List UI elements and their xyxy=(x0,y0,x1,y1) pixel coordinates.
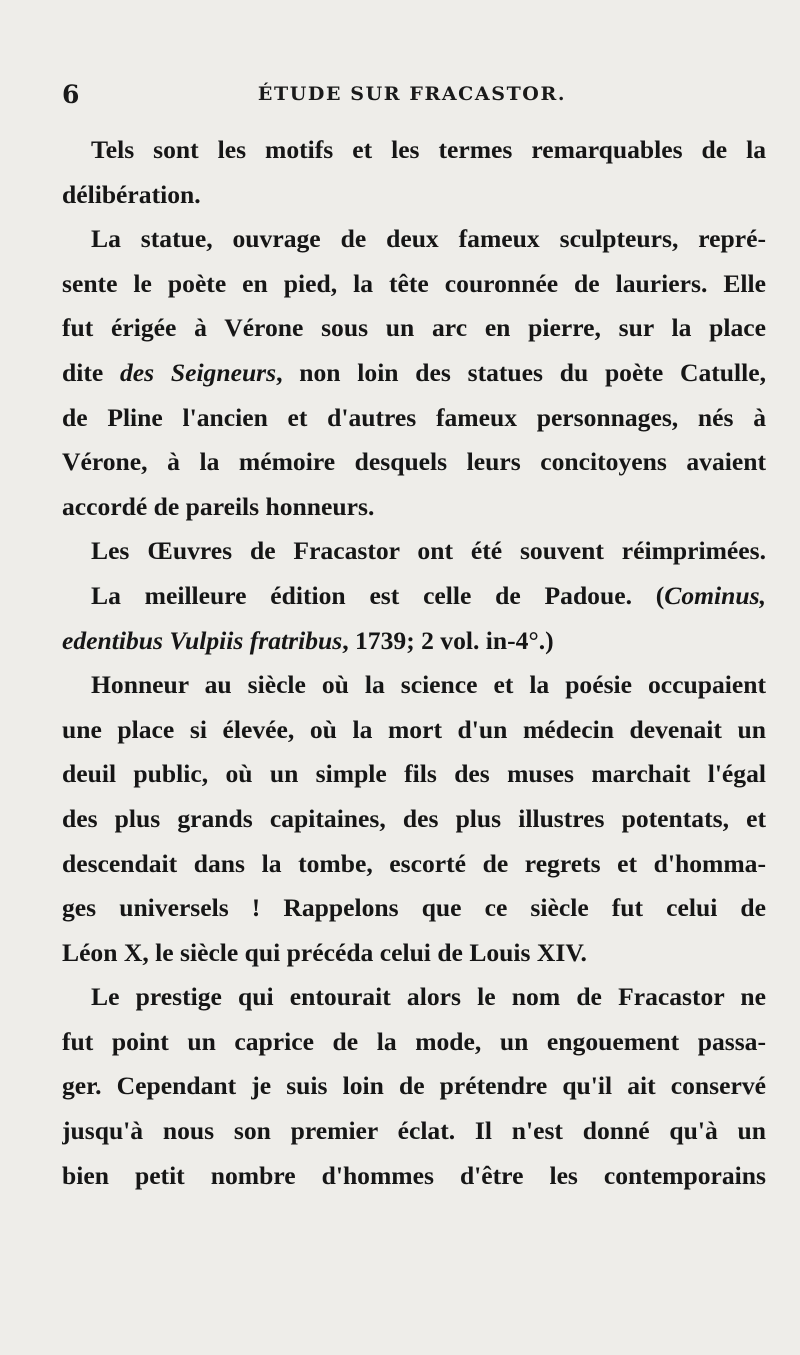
text-segment: Honneur au siècle où la science et la poésie occupaient xyxy=(91,670,766,700)
text-segment: ger. Cependant je suis loin de prétendre qu'il ait conservé xyxy=(62,1071,766,1101)
text-line xyxy=(62,396,766,441)
text-line xyxy=(62,173,766,218)
text-line xyxy=(62,886,766,931)
text-segment: Le prestige qui entourait alors le nom de Fracastor ne xyxy=(91,982,766,1012)
text-line xyxy=(62,440,766,485)
text-segment: Tels sont les motifs et les termes remarquables de la xyxy=(91,135,766,164)
text-line xyxy=(62,529,766,574)
text-line xyxy=(62,217,766,262)
text-line xyxy=(62,1154,766,1199)
text-line xyxy=(62,128,766,173)
text-line xyxy=(62,619,766,664)
text-line xyxy=(62,574,766,619)
text-segment: jusqu'à nous son premier éclat. Il n'est donné qu'à un xyxy=(62,1116,766,1146)
text-segment: deuil public, où un simple fils des muses marchait l'égal xyxy=(62,759,766,789)
text-line xyxy=(62,708,766,753)
text-segment: Les Œuvres de Fracastor ont été souvent réimprimées. xyxy=(91,536,766,566)
text-segment: des plus grands capitaines, des plus illustres potentats, et xyxy=(62,803,766,833)
text-segment: fut érigée à Vérone sous un arc en pierre, sur la place xyxy=(62,313,766,343)
text-segment: dite xyxy=(62,357,120,387)
text-segment: délibération. xyxy=(62,179,201,209)
text-segment: bien petit nombre d'hommes d'être les contemporains xyxy=(62,1160,766,1190)
body-text xyxy=(62,128,766,1198)
text-line xyxy=(62,1109,766,1154)
page-header xyxy=(62,80,762,116)
text-segment: descendait dans la tombe, escorté de regrets et d'homma- xyxy=(62,848,766,878)
italic-text: des Seigneurs xyxy=(119,357,277,387)
text-line xyxy=(62,931,766,976)
text-segment: , 1739; 2 vol. in-4°.) xyxy=(342,625,554,655)
text-line xyxy=(62,485,766,530)
text-line xyxy=(62,262,766,307)
text-line xyxy=(62,1064,766,1109)
text-line xyxy=(62,351,766,396)
text-line xyxy=(62,1020,766,1065)
text-line xyxy=(62,797,766,842)
text-segment: accordé de pareils honneurs. xyxy=(62,491,375,521)
text-segment: , non loin des statues du poète Catulle, xyxy=(276,357,766,387)
text-segment: une place si élevée, où la mort d'un médecin devenait un xyxy=(62,714,766,744)
text-segment: fut point un caprice de la mode, un engouement passa- xyxy=(62,1026,766,1056)
text-line xyxy=(62,663,766,708)
page-number: 6 xyxy=(62,80,80,109)
text-segment: ges universels ! Rappelons que ce siècle fut celui de xyxy=(62,893,766,923)
text-line xyxy=(62,306,766,351)
text-segment: La statue, ouvrage de deux fameux sculpteurs, repré- xyxy=(91,224,766,254)
italic-text: edentibus Vulpiis fratribus xyxy=(62,625,343,655)
text-line xyxy=(62,975,766,1020)
text-segment: sente le poète en pied, la tête couronnée de lauriers. Elle xyxy=(62,268,766,298)
italic-text: Cominus, xyxy=(664,580,766,610)
text-line xyxy=(62,752,766,797)
running-head: ÉTUDE SUR FRACASTOR. xyxy=(257,83,567,105)
text-segment: Vérone, à la mémoire desquels leurs concitoyens avaient xyxy=(62,447,766,477)
text-line xyxy=(62,842,766,887)
text-segment: de Pline l'ancien et d'autres fameux personnages, nés à xyxy=(62,402,766,432)
text-segment: Léon X, le siècle qui précéda celui de Louis XIV. xyxy=(62,937,587,967)
text-segment: La meilleure édition est celle de Padoue. ( xyxy=(91,580,665,610)
